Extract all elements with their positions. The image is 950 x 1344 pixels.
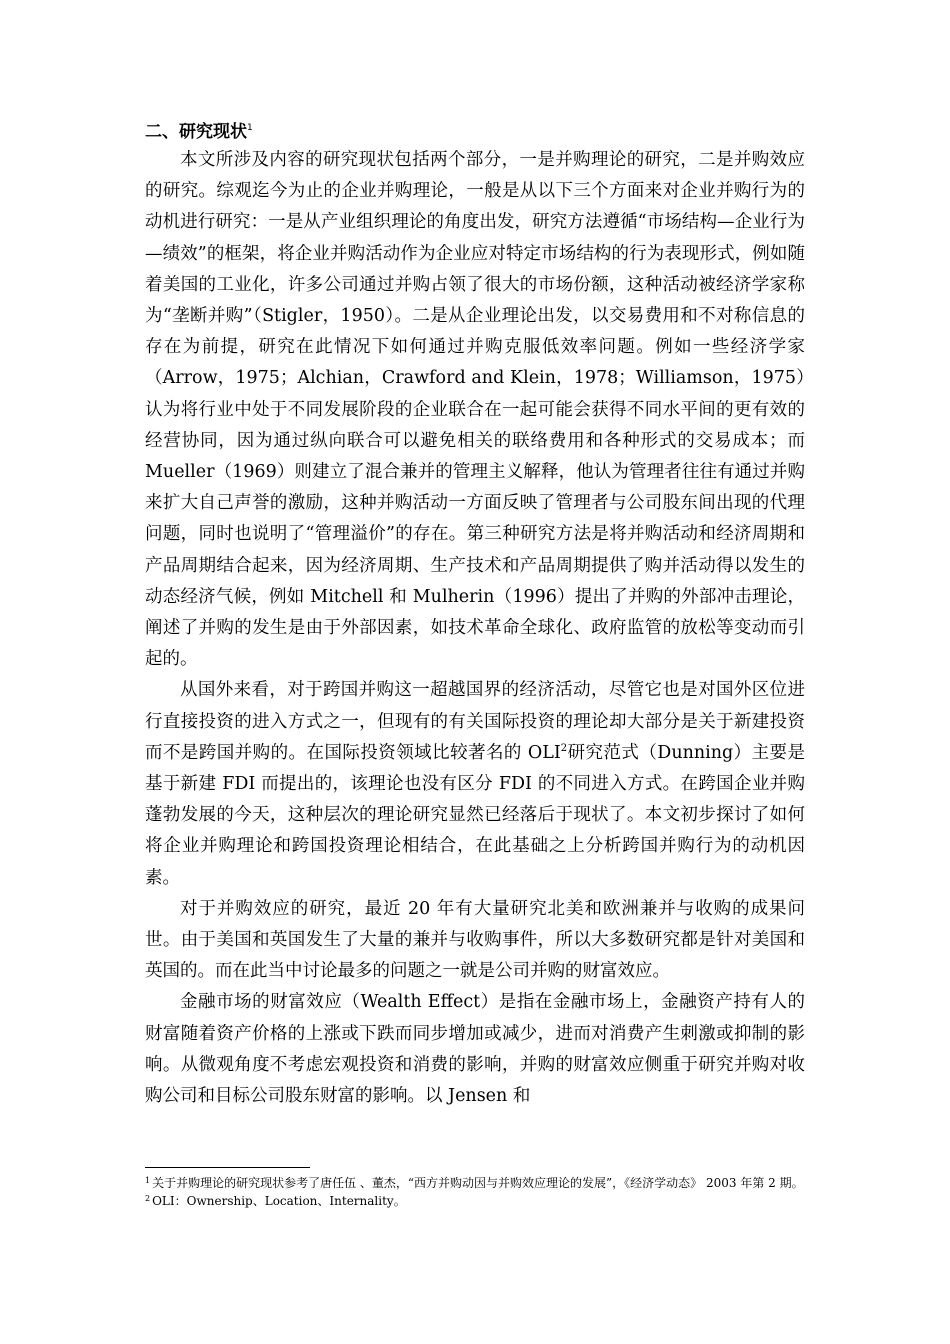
footnote-ref-2: 2	[560, 742, 568, 754]
footnote-1	[145, 1175, 805, 1193]
paragraph-2	[145, 675, 805, 893]
footnote-ref-1: 1	[247, 123, 253, 133]
footnotes	[145, 1175, 805, 1210]
footnote-1-number: 1	[145, 1176, 151, 1185]
section-heading	[145, 117, 253, 143]
paragraph-4: 金融市场的财富效应（Wealth Effect）是指在金融市场上，金融资产持有人的财富随着资产价格的上涨或下跌而同步增加或减少，进而对消费产生刺激或抑制的影响。从微观角度不考虑宏观投资和消费的影响，并购的财富效应侧重于研究并购对收购公司和目标公司股东财富的影响。以 Jensen 和	[145, 992, 805, 1107]
section-heading-text: 二、研究现状	[145, 122, 247, 142]
footnote-1-text: 关于并购理论的研究现状参考了唐任伍 、董杰，“西方并购动因与并购效应理论的发展”，《经济学动态》 2003 年第 2 期。	[152, 1176, 804, 1190]
paragraph-3: 对于并购效应的研究，最近 20 年有大量研究北美和欧洲兼并与收购的成果问世。由于美国和英国发生了大量的兼并与收购事件，所以大多数研究都是针对美国和英国的。而在此当中讨论最多的问题之一就是公司并购的财富效应。	[145, 898, 805, 982]
body-text	[145, 145, 805, 1112]
footnote-2-number: 2	[145, 1193, 151, 1203]
footnote-2	[145, 1193, 805, 1211]
paragraph-2-part-2: 研究范式（Dunning）主要是基于新建 FDI 而提出的，该理论也没有区分 FDI 的不同进入方式。在跨国企业并购蓬勃发展的今天，这种层次的理论研究显然已经落后于现状了。本文初步探讨了如何将企业并购理论和跨国投资理论相结合，在此基础之上分析跨国并购行为的动机因素。	[145, 742, 805, 888]
paragraph-1: 本文所涉及内容的研究现状包括两个部分，一是并购理论的研究，二是并购效应的研究。综观迄今为止的企业并购理论，一般是从以下三个方面来对企业并购行为的动机进行研究：一是从产业组织理论的角度出发，研究方法遵循“市场结构—企业行为—绩效”的框架，将企业并购活动作为企业应对特定市场结构的行为表现形式，例如随着美国的工业化，许多公司通过并购占领了很大的市场份额，这种活动被经济学家称为“垄断并购”（Stigler，1950）。二是从企业理论出发，以交易费用和不对称信息的存在为前提，研究在此情况下如何通过并购克服低效率问题。例如一些经济学家（Arrow，1975；Alchian，Crawford and Klein，1978；Williamson，1975）认为将行业中处于不同发展阶段的企业联合在一起可能会获得不同水平间的更有效的经营协同，因为通过纵向联合可以避免相关的联络费用和各种形式的交易成本；而Mueller（1969）则建立了混合兼并的管理主义解释，他认为管理者往往有通过并购来扩大自己声誉的激励，这种并购活动一方面反映了管理者与公司股东间出现的代理问题，同时也说明了“管理溢价”的存在。第三种研究方法是将并购活动和经济周期和产品周期结合起来，因为经济周期、生产技术和产品周期提供了购并活动得以发生的动态经济气候，例如 Mitchell 和 Mulherin（1996）提出了并购的外部冲击理论，阐述了并购的发生是由于外部因素，如技术革命全球化、政府监管的放松等变动而引起的。	[145, 150, 805, 670]
footnote-divider	[145, 1167, 310, 1168]
paragraph-2-part-1: 从国外来看，对于跨国并购这一超越国界的经济活动，尽管它也是对国外区位进行直接投资的进入方式之一，但现有的有关国际投资的理论却大部分是关于新建投资而不是跨国并购的。在国际投资领域比较著名的 OLI	[145, 680, 805, 763]
footnote-2-text: OLI：Ownership、Location、Internality。	[152, 1193, 406, 1208]
